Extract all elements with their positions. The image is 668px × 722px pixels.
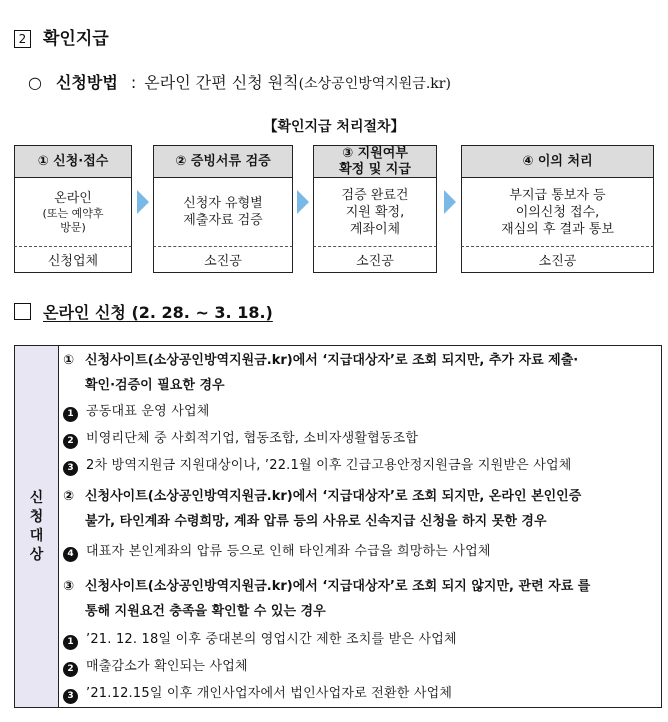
numbered-bullet-icon: 1 (63, 407, 78, 422)
step-header (153, 145, 293, 178)
criterion-number: ② (63, 489, 75, 504)
step-owner: 소진공 (313, 246, 437, 273)
checkbox-square-icon (14, 303, 31, 320)
step-body-line: 검증 완료건 (341, 187, 409, 203)
eligibility-label (15, 346, 59, 707)
step-body-line: 이의신청 접수, (515, 204, 600, 220)
step-title: ③ 지원여부 (342, 145, 408, 161)
step-body-line: 지원 확정, (345, 204, 405, 220)
criterion-1 (63, 348, 578, 398)
eligibility-table (14, 345, 662, 708)
numbered-bullet-icon: 3 (63, 461, 78, 476)
online-period: (2. 28. ~ 3. 18.) (131, 303, 273, 322)
bullet-icon: ○ (28, 73, 42, 92)
step-title-line2: 확정 및 지급 (339, 161, 411, 177)
list-item (63, 402, 210, 422)
criterion-3 (63, 574, 590, 624)
procedure-step-4 (461, 145, 654, 273)
item-text: 대표자 본인계좌의 압류 등으로 인해 타인계좌 수급을 희망하는 사업체 (86, 544, 491, 559)
arrow-right-icon (444, 190, 456, 214)
numbered-bullet-icon: 2 (63, 662, 78, 677)
step-body (14, 178, 132, 246)
numbered-bullet-icon: 1 (63, 635, 78, 650)
criterion-text-cont: 통해 지원요건 충족을 확인할 수 있는 경우 (85, 604, 326, 619)
label-char: 대 (29, 527, 44, 544)
criterion-number: ③ (63, 579, 75, 594)
section-title (14, 24, 109, 49)
step-header (313, 145, 437, 178)
step-title: ① 신청·접수 (37, 153, 109, 169)
numbered-bullet-icon: 2 (63, 434, 78, 449)
step-body (153, 178, 293, 246)
numbered-bullet-icon: 3 (63, 689, 78, 704)
step-body-line: 부지급 통보자 등 (509, 187, 606, 203)
online-title-text: 온라인 신청 (43, 303, 126, 322)
criterion-text-cont: 확인·검증이 필요한 경우 (85, 378, 225, 393)
item-text: 매출감소가 확인되는 사업체 (86, 659, 248, 674)
application-method (28, 70, 451, 93)
criterion-text: 신청사이트(소상공인방역지원금.kr)에서 ‘지급대상자’로 조회 되지 않지만, 관련 자료 를 (85, 579, 591, 594)
criterion-text: 신청사이트(소상공인방역지원금.kr)에서 ‘지급대상자’로 조회 되지만, 추가 자료 제출· (85, 353, 579, 368)
method-colon: : (130, 73, 137, 92)
label-char: 청 (29, 508, 44, 525)
item-text: ’21. 12. 18일 이후 중대본의 영업시간 제한 조치를 받은 사업체 (86, 632, 457, 647)
criterion-text: 신청사이트(소상공인방역지원금.kr)에서 ‘지급대상자’로 조회 되지만, 온라인 본인인증 (85, 489, 582, 504)
step-title: ④ 이의 처리 (522, 153, 593, 169)
list-item (63, 684, 452, 704)
label-char: 신 (29, 489, 44, 506)
numbered-bullet-icon: 4 (63, 547, 78, 562)
step-header (461, 145, 654, 178)
list-item (63, 429, 418, 449)
method-text: 온라인 간편 신청 원칙 (144, 73, 299, 92)
section-title-text: 확인지급 (43, 29, 109, 49)
arrow-right-icon (297, 190, 309, 214)
list-item (63, 657, 248, 677)
step-owner: 소진공 (153, 246, 293, 273)
procedure-step-2 (153, 145, 293, 273)
procedure-title: 【확인지급 처리절차】 (263, 119, 405, 135)
procedure-step-1 (14, 145, 132, 273)
label-char: 상 (29, 546, 44, 563)
step-body (461, 178, 654, 246)
procedure-step-3 (313, 145, 437, 273)
method-source: (소상공인방역지원금.kr) (298, 76, 451, 92)
item-text: 공동대표 운영 사업체 (86, 404, 210, 419)
item-text: 비영리단체 중 사회적기업, 협동조합, 소비자생활협동조합 (86, 431, 419, 446)
step-owner: 소진공 (461, 246, 654, 273)
arrow-right-icon (137, 190, 149, 214)
online-application-title (14, 300, 273, 323)
list-item (63, 630, 457, 650)
step-owner: 신청업체 (14, 246, 132, 273)
step-body-line: 재심의 후 결과 통보 (501, 221, 614, 237)
criterion-number: ① (63, 353, 75, 368)
item-text: 2차 방역지원금 지원대상이나, ’22.1월 이후 긴급고용안정지원금을 지원받은 사업체 (86, 458, 572, 473)
step-title: ② 증빙서류 검증 (175, 153, 271, 169)
step-body-line: (또는 예약후 (42, 206, 104, 220)
step-body-line: 계좌이체 (349, 221, 401, 237)
step-body-line: 제출자료 검증 (183, 213, 263, 228)
list-item (63, 456, 571, 476)
step-body-line: 방문) (60, 220, 86, 234)
list-item (63, 542, 491, 562)
criterion-text-cont: 불가, 타인계좌 수령희망, 계좌 압류 등의 사유로 신속지급 신청을 하지 못한 경우 (85, 514, 547, 529)
item-text: ’21.12.15일 이후 개인사업자에서 법인사업자로 전환한 사업체 (86, 686, 453, 701)
method-label: 신청방법 (55, 73, 118, 92)
section-number: 2 (14, 30, 31, 48)
step-body (313, 178, 437, 246)
criterion-2 (63, 484, 581, 534)
step-body-line: 온라인 (54, 190, 92, 206)
step-header (14, 145, 132, 178)
step-body-line: 신청자 유형별 (183, 196, 263, 211)
